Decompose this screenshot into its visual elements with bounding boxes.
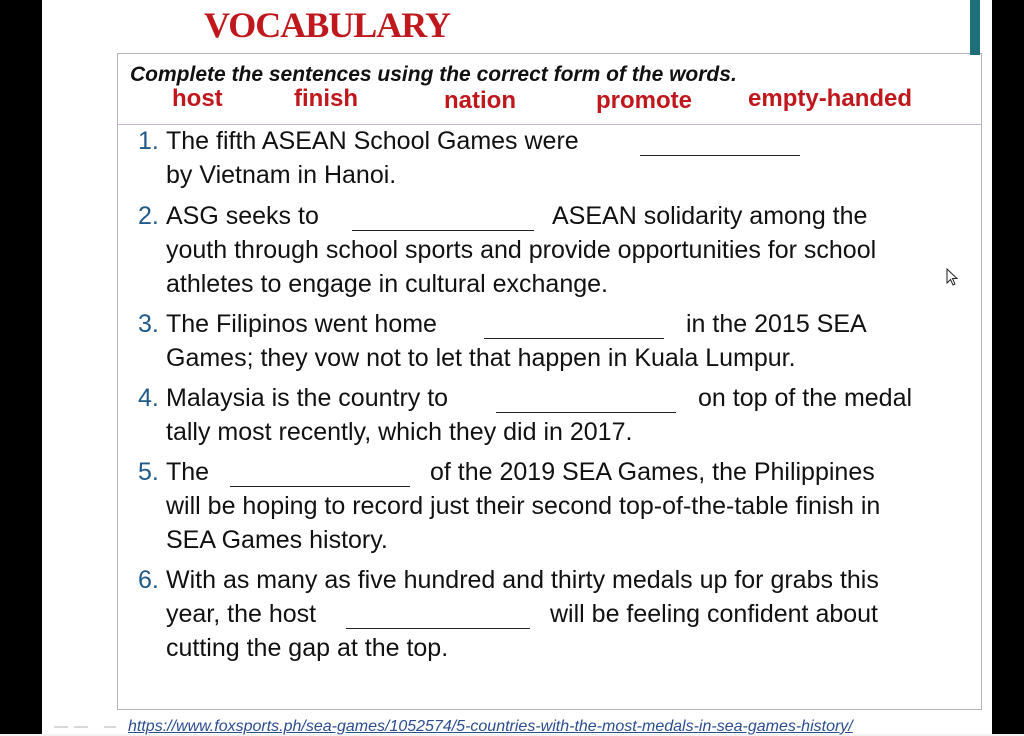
- sentence-text: tally most recently, which they did in 2017.: [166, 418, 633, 446]
- sentence-text: Malaysia is the country to: [166, 384, 449, 412]
- sentence-text: in the 2015 SEA: [686, 310, 867, 338]
- sentence-text: of the 2019 SEA Games, the Philippines: [430, 458, 875, 486]
- word-promote: promote: [596, 87, 692, 114]
- item-number: 1.: [138, 127, 159, 155]
- sentence-text: year, the host: [166, 600, 317, 628]
- left-black-border: [0, 0, 42, 734]
- sentence-text: The fifth ASEAN School Games were: [166, 127, 579, 155]
- source-link[interactable]: https://www.foxsports.ph/sea-games/1052574/5-countries-with-the-most-medals-in-sea-games-history/: [128, 718, 853, 735]
- instruction-text: Complete the sentences using the correct form of the words.: [130, 63, 737, 86]
- answer-blank[interactable]: [230, 486, 410, 487]
- sentence-text: will be feeling confident about: [550, 600, 879, 628]
- sentence-text: The: [166, 458, 210, 486]
- sentence-text: ASEAN solidarity among the: [552, 202, 868, 230]
- word-finish: finish: [294, 85, 358, 112]
- sentence-text: on top of the medal: [698, 384, 913, 412]
- slide-accent-bar: [970, 0, 980, 55]
- mouse-pointer-icon: [946, 268, 958, 286]
- exercise-box: [117, 53, 982, 710]
- slide: [42, 0, 992, 734]
- word-bank-header: [118, 54, 981, 125]
- footer-decoration: [74, 726, 88, 728]
- answer-blank[interactable]: [484, 338, 664, 339]
- right-black-border: [992, 0, 1024, 734]
- sentence-text: athletes to engage in cultural exchange.: [166, 270, 608, 298]
- item-number: 3.: [138, 310, 159, 338]
- footer-decoration: [104, 726, 116, 728]
- sentence-text: With as many as five hundred and thirty medals up for grabs this: [166, 566, 879, 594]
- item-number: 2.: [138, 202, 159, 230]
- sentence-text: ASG seeks to: [166, 202, 319, 230]
- answer-blank[interactable]: [496, 412, 676, 413]
- item-number: 4.: [138, 384, 159, 412]
- item-number: 5.: [138, 458, 159, 486]
- sentence-text: Games; they vow not to let that happen in Kuala Lumpur.: [166, 344, 796, 372]
- sentence-text: will be hoping to record just their second top-of-the-table finish in: [166, 492, 881, 520]
- sentence-text: SEA Games history.: [166, 526, 388, 554]
- word-nation: nation: [444, 87, 516, 114]
- item-number: 6.: [138, 566, 159, 594]
- slide-title: VOCABULARY: [204, 5, 451, 45]
- word-empty-handed: empty-handed: [748, 85, 913, 112]
- sentence-text: youth through school sports and provide opportunities for school: [166, 236, 877, 264]
- answer-blank[interactable]: [640, 155, 800, 156]
- answer-blank[interactable]: [346, 628, 530, 629]
- footer-decoration: [54, 726, 68, 728]
- word-host: host: [172, 85, 223, 112]
- answer-blank[interactable]: [352, 230, 534, 231]
- sentence-text: The Filipinos went home: [166, 310, 437, 338]
- sentence-text: by Vietnam in Hanoi.: [166, 161, 397, 189]
- sentence-text: cutting the gap at the top.: [166, 634, 449, 662]
